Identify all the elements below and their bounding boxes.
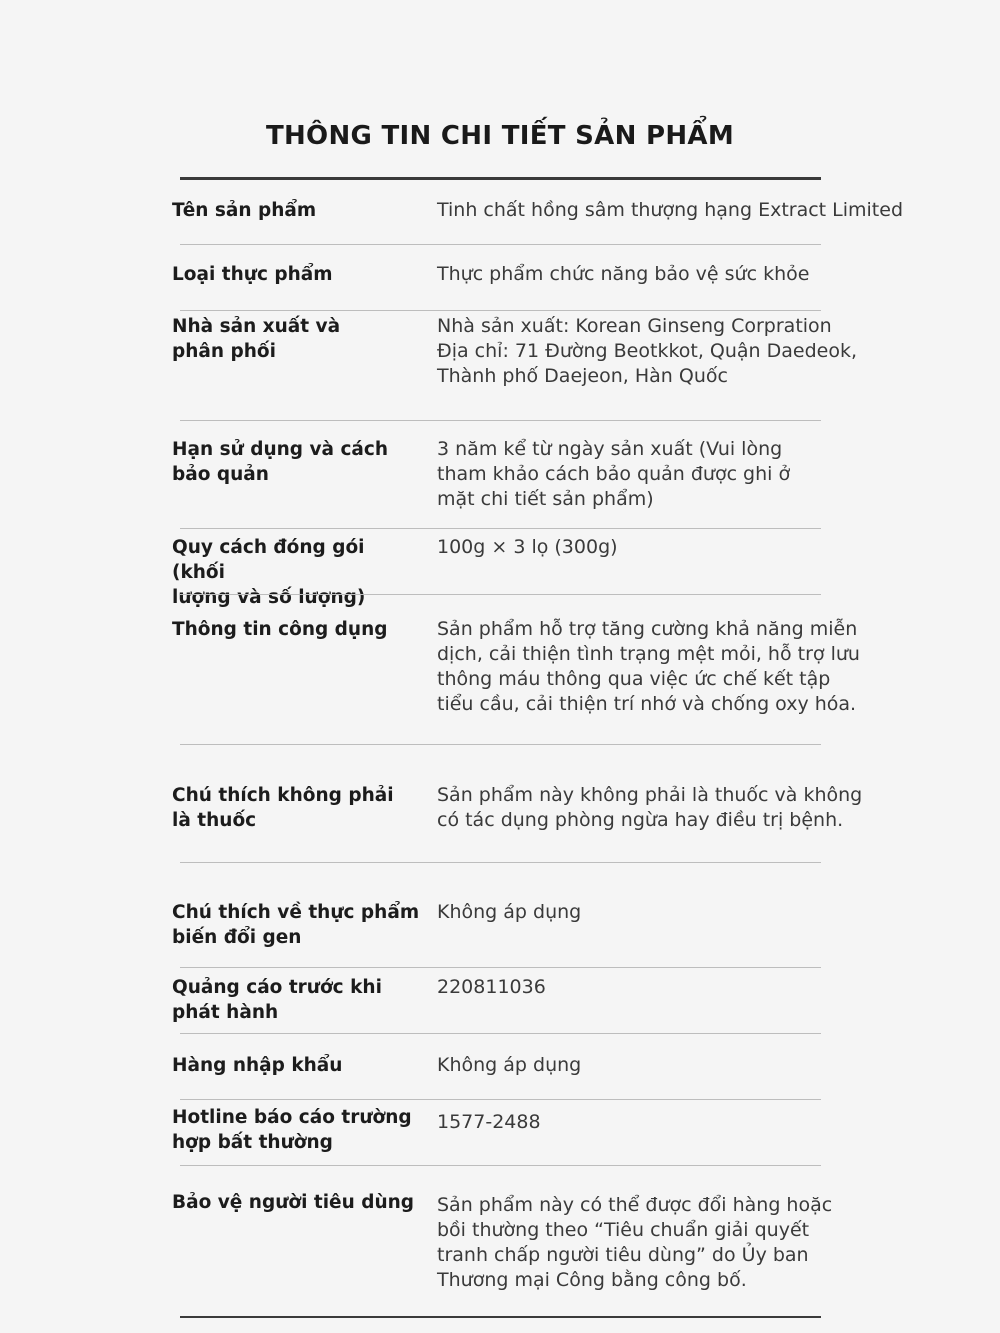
table-bottom-border [180,1316,821,1318]
row-value-usage-info: Sản phẩm hỗ trợ tăng cường khả năng miễn dịch, cải thiện tình trạng mệt mỏi, hỗ trợ lưu thông máu thông qua việc ức chế kết tập tiểu cầu, cải thiện trí nhớ và chống oxy hóa. [437,618,860,715]
row-label-consumer-protection: Bảo vệ người tiêu dùng [172,1192,415,1213]
row-label-expiry-storage: Hạn sử dụng và cách bảo quản [172,439,389,485]
row-divider [180,1099,821,1100]
page-title: THÔNG TIN CHI TIẾT SẢN PHẨM [265,121,735,151]
row-divider [180,862,821,863]
row-label-pre-release-ad: Quảng cáo trước khi phát hành [172,977,382,1023]
row-divider [180,420,821,421]
row-value-food-type: Thực phẩm chức năng bảo vệ sức khỏe [437,263,810,285]
row-value-pre-release-ad: 220811036 [437,976,546,998]
row-value-consumer-protection: Sản phẩm này có thể được đổi hàng hoặc bồi thường theo “Tiêu chuẩn giải quyết tranh chấp người tiêu dùng” do Ủy ban Thương mại Công bằng công bố. [437,1194,833,1291]
row-label-usage-info: Thông tin công dụng [172,619,388,640]
row-label-packaging: Quy cách đóng gói (khối lượng và số lượng) [172,537,366,608]
row-divider [180,1033,821,1034]
row-divider [180,1165,821,1166]
row-divider [180,528,821,529]
row-value-product-name: Tinh chất hồng sâm thượng hạng Extract Limited [437,199,904,221]
row-label-not-medicine: Chú thích không phải là thuốc [172,785,394,831]
row-label-food-type: Loại thực phẩm [172,264,333,285]
title-underline [180,177,821,180]
row-label-gmo: Chú thích về thực phẩm biến đổi gen [172,902,420,948]
row-value-imported-goods: Không áp dụng [437,1054,582,1076]
row-label-hotline: Hotline báo cáo trường hợp bất thường [172,1107,412,1153]
row-value-packaging: 100g × 3 lọ (300g) [437,536,618,558]
row-divider [180,244,821,245]
row-label-product-name: Tên sản phẩm [172,200,317,221]
row-value-hotline: 1577-2488 [437,1111,541,1133]
row-value-not-medicine: Sản phẩm này không phải là thuốc và không có tác dụng phòng ngừa hay điều trị bệnh. [437,784,863,831]
row-divider [180,744,821,745]
row-label-imported-goods: Hàng nhập khẩu [172,1055,343,1076]
row-divider [180,967,821,968]
row-value-expiry-storage: 3 năm kể từ ngày sản xuất (Vui lòng tham khảo cách bảo quản được ghi ở mặt chi tiết sản phẩm) [437,438,791,510]
row-divider [180,310,821,311]
row-divider [180,594,821,595]
row-value-gmo: Không áp dụng [437,901,582,923]
row-label-manufacturer: Nhà sản xuất và phân phối [172,316,341,362]
row-value-manufacturer: Nhà sản xuất: Korean Ginseng Corpration Địa chỉ: 71 Đường Beotkkot, Quận Daedeok, Thành phố Daejeon, Hàn Quốc [437,315,858,387]
